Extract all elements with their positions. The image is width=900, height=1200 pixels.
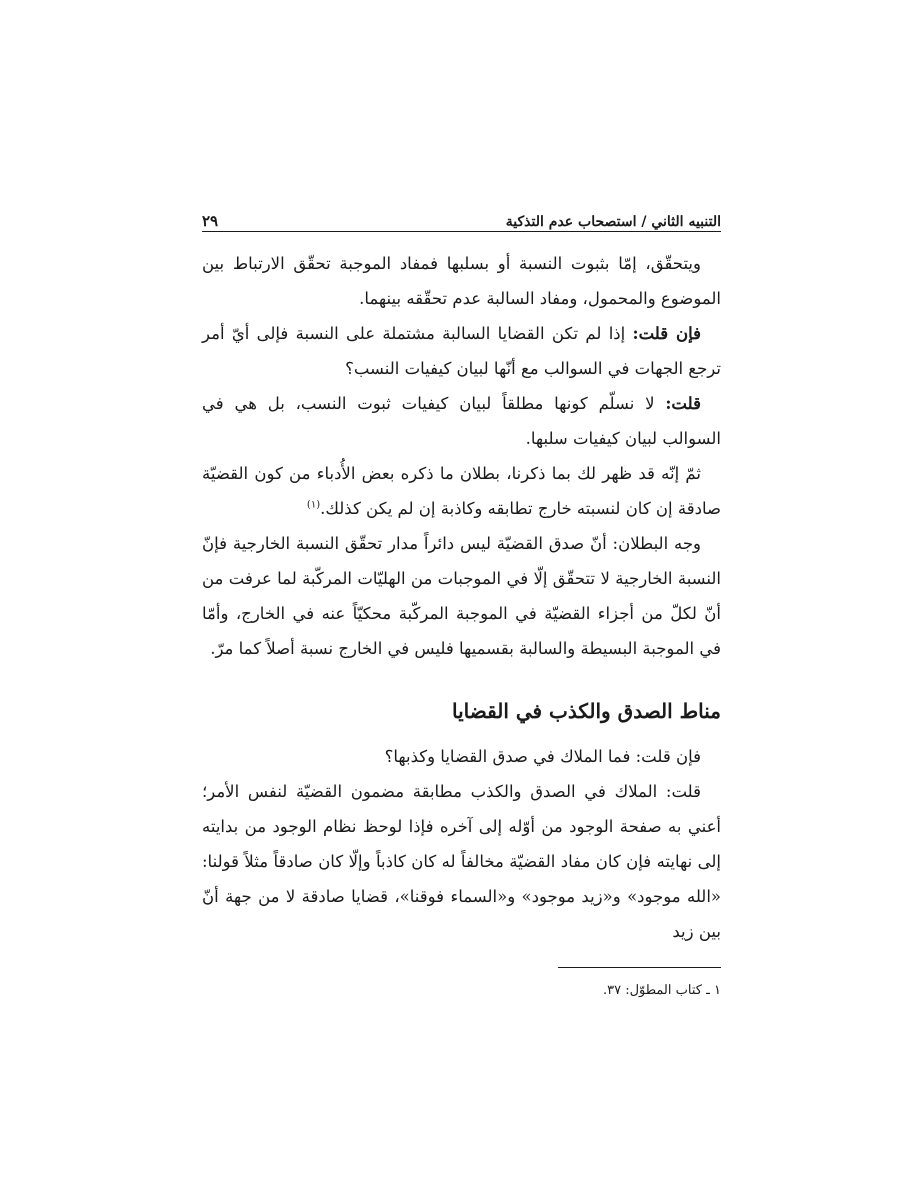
paragraph-3 <box>202 386 721 456</box>
footnote: ١ ـ كتاب المطوّل: ٣٧. <box>602 983 721 998</box>
running-title: التنبيه الثاني / استصحاب عدم التذكية <box>505 214 721 230</box>
paragraph-7: قلت: الملاك في الصدق والكذب مطابقة مضمون القضيّة لنفس الأمر؛ أعني به صفحة الوجود من أوّله إلى آخره فإذا لوحظ نظام الوجود من بدايته إلى نهايته فإن كان مفاد القضيّة مخالفاً له كان كاذباً وإلّا كان صادقاً مثلاً قولنا: «الله موجود» و«زيد موجود» و«السماء فوقنا»، قضايا صادقة لا من جهة أنّ بين زيد <box>202 782 721 941</box>
section-heading: مناط الصدق والكذب في القضايا <box>452 699 721 723</box>
paragraph-3-lead: قلت: <box>665 394 701 413</box>
paragraph-1: ويتحقّق، إمّا بثبوت النسبة أو بسلبها فمفاد الموجبة تحقّق الارتباط بين الموضوع والمحمول، ومفاد السالبة عدم تحقّقه بينهما. <box>202 254 721 308</box>
footnote-reference[interactable]: (١) <box>306 499 321 511</box>
paragraph-4 <box>202 456 721 526</box>
book-page <box>202 202 721 1002</box>
header-rule <box>202 231 721 232</box>
running-header <box>202 202 721 230</box>
page-body <box>202 246 721 949</box>
page-number: ٢٩ <box>202 212 219 230</box>
paragraph-6: فإن قلت: فما الملاك في صدق القضايا وكذبها؟ <box>384 747 701 766</box>
footnote-rule <box>558 967 721 968</box>
paragraph-2-lead: فإن قلت: <box>632 324 701 343</box>
paragraph-4-text: ثمّ إنّه قد ظهر لك بما ذكرنا، بطلان ما ذكره بعض الأُدباء من كون القضيّة صادقة إن كان لنسبته خارج تطابقه وكاذبة إن لم يكن كذلك. <box>202 464 721 518</box>
paragraph-2 <box>202 316 721 386</box>
paragraph-2-text: إذا لم تكن القضايا السالبة مشتملة على النسبة فإلى أيّ أمر ترجع الجهات في السوالب مع أنّها لبيان كيفيات النسب؟ <box>202 324 721 378</box>
paragraph-3-text: لا نسلّم كونها مطلقاً لبيان كيفيات ثبوت النسب، بل هي في السوالب لبيان كيفيات سلبها. <box>202 394 721 448</box>
paragraph-5: وجه البطلان: أنّ صدق القضيّة ليس دائراً مدار تحقّق النسبة الخارجية فإنّ النسبة الخارجية لا تتحقّق إلّا في الموجبات من الهليّات المركّبة لما عرفت من أنّ لكلّ من أجزاء القضيّة في الموجبة المركّبة محكيّاً عنه في الخارج، وأمّا في الموجبة البسيطة والسالبة بقسميها فليس في الخارج نسبة أصلاً كما مرّ. <box>202 534 721 658</box>
